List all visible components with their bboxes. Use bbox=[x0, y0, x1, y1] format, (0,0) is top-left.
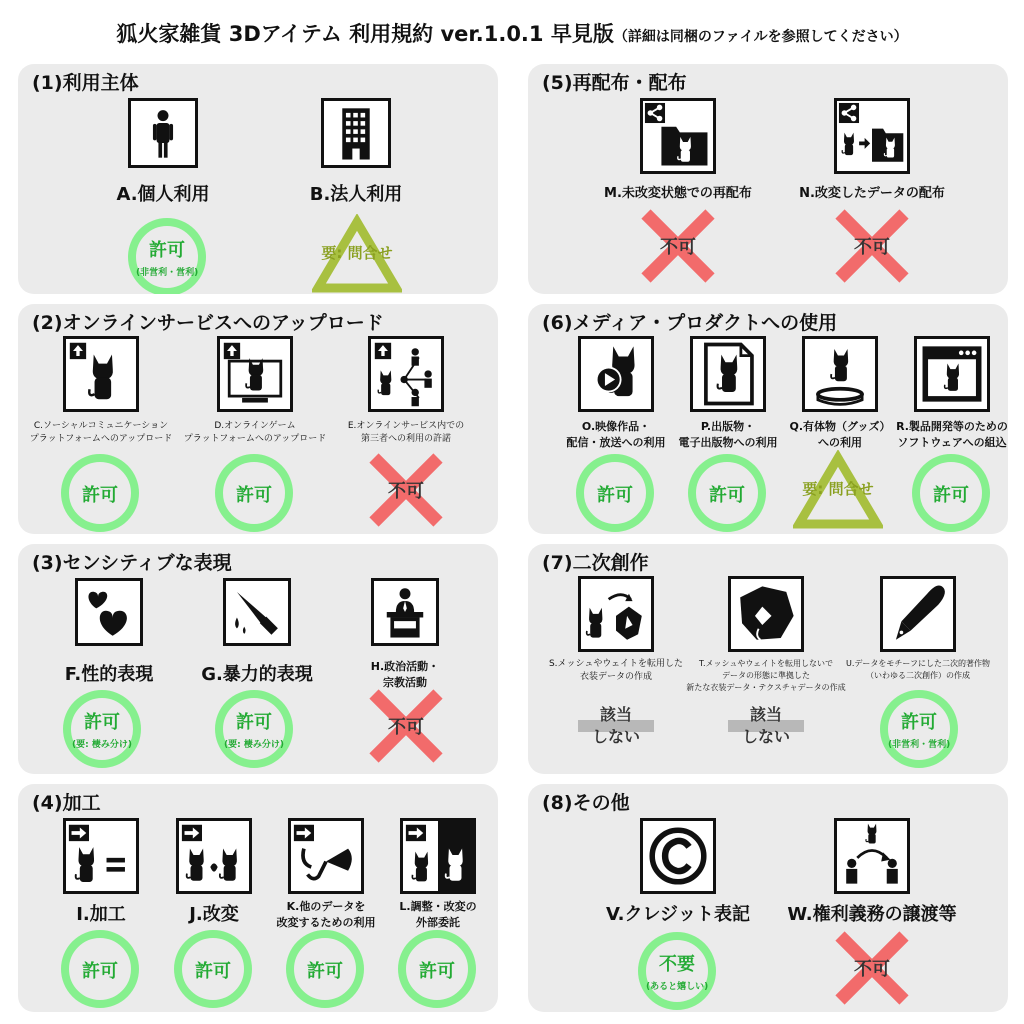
page-title bbox=[0, 18, 1024, 48]
software-icon bbox=[914, 336, 990, 412]
verdict-allow: 許可 bbox=[61, 454, 139, 532]
verdict-allow: 許可 bbox=[688, 454, 766, 532]
panel-media-product bbox=[528, 304, 1008, 534]
panel-title: (1)利用主体 bbox=[32, 72, 139, 94]
item-label: C.ソーシャルコミュニケーション プラットフォームへのアップロード bbox=[29, 421, 173, 444]
item-label: V.クレジット表記 bbox=[606, 904, 750, 925]
transfer-icon bbox=[834, 818, 910, 894]
item-label: K.他のデータを 改変するための利用 bbox=[276, 900, 376, 929]
verdict-not-applicable: 該当 しない bbox=[578, 704, 654, 750]
verdict-deny: 不可 bbox=[366, 686, 446, 766]
publication-icon bbox=[690, 336, 766, 412]
copyright-icon bbox=[640, 818, 716, 894]
hearts-icon bbox=[75, 578, 143, 646]
alter-icon bbox=[176, 818, 252, 894]
panel-processing bbox=[18, 784, 498, 1012]
item-label: R.製品開発等のための ソフトウェアへの組込 bbox=[896, 420, 1008, 449]
redistribute-icon bbox=[640, 98, 716, 174]
panel-derivative bbox=[528, 544, 1008, 774]
verdict-allow: 許可 (要: 棲み分け) bbox=[215, 690, 293, 768]
mesh-convert-icon bbox=[578, 576, 654, 652]
panel-other bbox=[528, 784, 1008, 1012]
item-label: D.オンラインゲーム プラットフォームへのアップロード bbox=[183, 421, 327, 444]
item-label: N.改変したデータの配布 bbox=[799, 186, 945, 201]
verdict-allow: 許可 (非営利・営利) bbox=[880, 690, 958, 768]
title-text: 狐火家雑貨 3Dアイテム 利用規約 ver.1.0.1 早見版 bbox=[116, 22, 614, 46]
knife-icon bbox=[223, 578, 291, 646]
item-label: A.個人利用 bbox=[116, 184, 210, 205]
panel-title: (3)センシティブな表現 bbox=[32, 552, 232, 574]
item-label: B.法人利用 bbox=[309, 184, 403, 205]
panel-title: (7)二次創作 bbox=[542, 552, 649, 574]
verdict-allow: 許可 bbox=[398, 930, 476, 1008]
video-icon bbox=[578, 336, 654, 412]
person-icon bbox=[128, 98, 198, 168]
verdict-ask: 要: 問合せ bbox=[312, 214, 402, 294]
distribute-modified-icon bbox=[834, 98, 910, 174]
outsource-icon bbox=[400, 818, 476, 894]
panel-title: (2)オンラインサービスへのアップロード bbox=[32, 312, 384, 334]
verdict-not-required: 不要 (あると嬉しい) bbox=[638, 932, 716, 1010]
item-label: E.オンラインサービス内での 第三者への利用の許諾 bbox=[347, 421, 465, 444]
ribbon-icon bbox=[288, 818, 364, 894]
panel-redistribution bbox=[528, 64, 1008, 294]
item-label: S.メッシュやウェイトを転用した 衣装データの作成 bbox=[548, 659, 684, 682]
item-label: I.加工 bbox=[76, 904, 126, 925]
share-users-icon bbox=[368, 336, 444, 412]
item-label: P.出版物・ 電子出版物への利用 bbox=[678, 420, 778, 449]
verdict-allow: 許可 bbox=[286, 930, 364, 1008]
verdict-allow: 許可 (非営利・営利) bbox=[128, 218, 206, 294]
item-label: O.映像作品・ 配信・放送への利用 bbox=[566, 420, 666, 449]
item-label: H.政治活動・ 宗教活動 bbox=[370, 660, 440, 689]
verdict-allow: 許可 bbox=[174, 930, 252, 1008]
verdict-deny: 不可 bbox=[832, 928, 912, 1008]
item-label: Q.有体物（グッズ） への利用 bbox=[789, 420, 891, 449]
panel-online-upload bbox=[18, 304, 498, 534]
verdict-allow: 許可 (要: 棲み分け) bbox=[63, 690, 141, 768]
panel-title: (4)加工 bbox=[32, 792, 101, 814]
item-label: G.暴力的表現 bbox=[201, 664, 313, 685]
verdict-not-applicable: 該当 しない bbox=[728, 704, 804, 750]
verdict-allow: 許可 bbox=[576, 454, 654, 532]
panel-title: (8)その他 bbox=[542, 792, 630, 814]
title-note: （詳細は同梱のファイルを参照してください） bbox=[613, 29, 908, 45]
item-label: L.調整・改変の 外部委託 bbox=[399, 900, 477, 929]
verdict-allow: 許可 bbox=[61, 930, 139, 1008]
modify-icon bbox=[63, 818, 139, 894]
item-label: M.未改変状態での再配布 bbox=[604, 186, 752, 201]
upload-avatar-icon bbox=[63, 336, 139, 412]
verdict-deny: 不可 bbox=[638, 206, 718, 286]
panel-usage-subject bbox=[18, 64, 498, 294]
item-label: U.データをモチーフにした二次的著作物 （いわゆる二次創作）の作成 bbox=[846, 659, 990, 680]
panel-sensitive bbox=[18, 544, 498, 774]
verdict-deny: 不可 bbox=[832, 206, 912, 286]
item-label: W.権利義務の譲渡等 bbox=[787, 904, 957, 925]
panel-title: (5)再配布・配布 bbox=[542, 72, 687, 94]
verdict-ask: 要: 問合せ bbox=[793, 450, 883, 530]
panel-title: (6)メディア・プロダクトへの使用 bbox=[542, 312, 838, 334]
item-label: F.性的表現 bbox=[64, 664, 154, 685]
new-costume-icon bbox=[728, 576, 804, 652]
figure-icon bbox=[802, 336, 878, 412]
upload-game-icon bbox=[217, 336, 293, 412]
item-label: J.改変 bbox=[189, 904, 239, 925]
building-icon bbox=[321, 98, 391, 168]
podium-icon bbox=[371, 578, 439, 646]
pen-icon bbox=[880, 576, 956, 652]
verdict-deny: 不可 bbox=[366, 450, 446, 530]
verdict-allow: 許可 bbox=[912, 454, 990, 532]
verdict-allow: 許可 bbox=[215, 454, 293, 532]
item-label: T.メッシュやウェイトを転用しないで データの形態に準拠した 新たな衣装データ・テクスチャデータの作成 bbox=[686, 659, 846, 692]
